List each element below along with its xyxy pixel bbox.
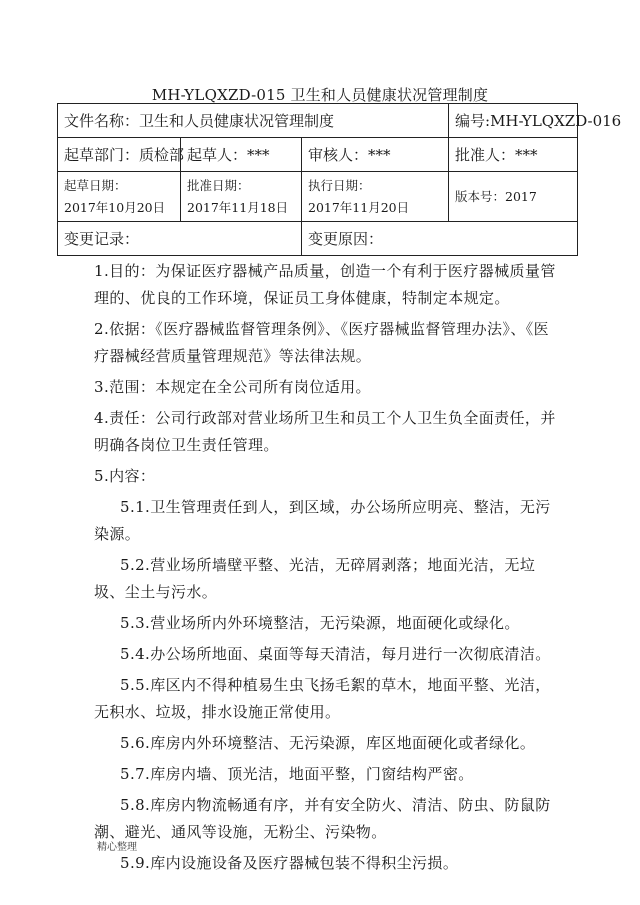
item-5-7: 5.7.库房内墙、顶光洁，地面平整，门窗结构严密。 — [120, 765, 474, 783]
change-record-cell: 变更记录： — [58, 222, 302, 256]
reviewer-cell: 审核人：*** — [302, 138, 449, 172]
draft-date-label: 起草日期： — [64, 177, 127, 193]
approver-cell: 批准人：*** — [449, 138, 578, 172]
section-scope: 3.范围：本规定在全公司所有岗位适用。 — [94, 378, 371, 396]
approve-date-cell — [181, 172, 302, 222]
header-table — [57, 103, 622, 256]
item-5-3: 5.3.营业场所内外环境整洁，无污染源，地面硬化或绿化。 — [120, 614, 520, 632]
item-5-2: 5.2.营业场所墙壁平整、光洁，无碎屑剥落；地面光洁，无垃圾、尘土与污水。 — [94, 556, 536, 601]
item-5-4: 5.4.办公场所地面、桌面等每天清洁，每月进行一次彻底清洁。 — [120, 645, 551, 663]
document-body — [94, 258, 564, 881]
item-5-8: 5.8.库房内物流畅通有序，并有安全防火、清洁、防虫、防鼠防潮、避光、通风等设施，无粉尘、污染物。 — [94, 796, 551, 841]
item-5-1: 5.1.卫生管理责任到人，到区域，办公场所应明亮、整洁，无污染源。 — [94, 498, 551, 543]
section-basis: 2.依据：《医疗器械监督管理条例》、《医疗器械监督管理办法》、《医疗器械经营质量管理规范》等法律法规。 — [94, 320, 550, 365]
draft-dept-cell: 起草部门：质检部 — [58, 138, 181, 172]
exec-date-cell — [302, 172, 449, 222]
draft-date-cell — [58, 172, 181, 222]
item-5-6: 5.6.库房内外环境整洁、无污染源，库区地面硬化或者绿化。 — [120, 734, 536, 752]
drafter-cell: 起草人：*** — [181, 138, 302, 172]
doc-number-cell: 编号:MH-YLQXZD-016 — [449, 104, 578, 138]
draft-date-value: 2017年10月20日 — [64, 199, 166, 215]
footer-note: 精心整理 — [97, 842, 137, 853]
section-content-heading: 5.内容： — [94, 467, 156, 485]
document-title: MH-YLQXZD-015 卫生和人员健康状况管理制度 — [151, 86, 489, 104]
exec-date-value: 2017年11月20日 — [308, 199, 410, 215]
item-5-5: 5.5.库区内不得种植易生虫飞扬毛絮的草木，地面平整、光洁，无积水、垃圾，排水设施正常使用。 — [94, 676, 551, 721]
section-purpose: 1.目的：为保证医疗器械产品质量，创造一个有利于医疗器械质量管理的、优良的工作环境，保证员工身体健康，特制定本规定。 — [94, 262, 556, 307]
change-reason-cell: 变更原因： — [302, 222, 578, 256]
section-responsibility: 4.责任：公司行政部对营业场所卫生和员工个人卫生负全面责任，并明确各岗位卫生责任管理。 — [94, 409, 556, 454]
exec-date-label: 执行日期： — [308, 177, 371, 193]
approve-date-label: 批准日期： — [187, 177, 250, 193]
file-name-cell: 文件名称：卫生和人员健康状况管理制度 — [58, 104, 449, 138]
approve-date-value: 2017年11月18日 — [187, 199, 289, 215]
item-5-9: 5.9.库内设施设备及医疗器械包装不得积尘污损。 — [120, 854, 459, 872]
version-cell: 版本号：2017 — [449, 172, 578, 222]
